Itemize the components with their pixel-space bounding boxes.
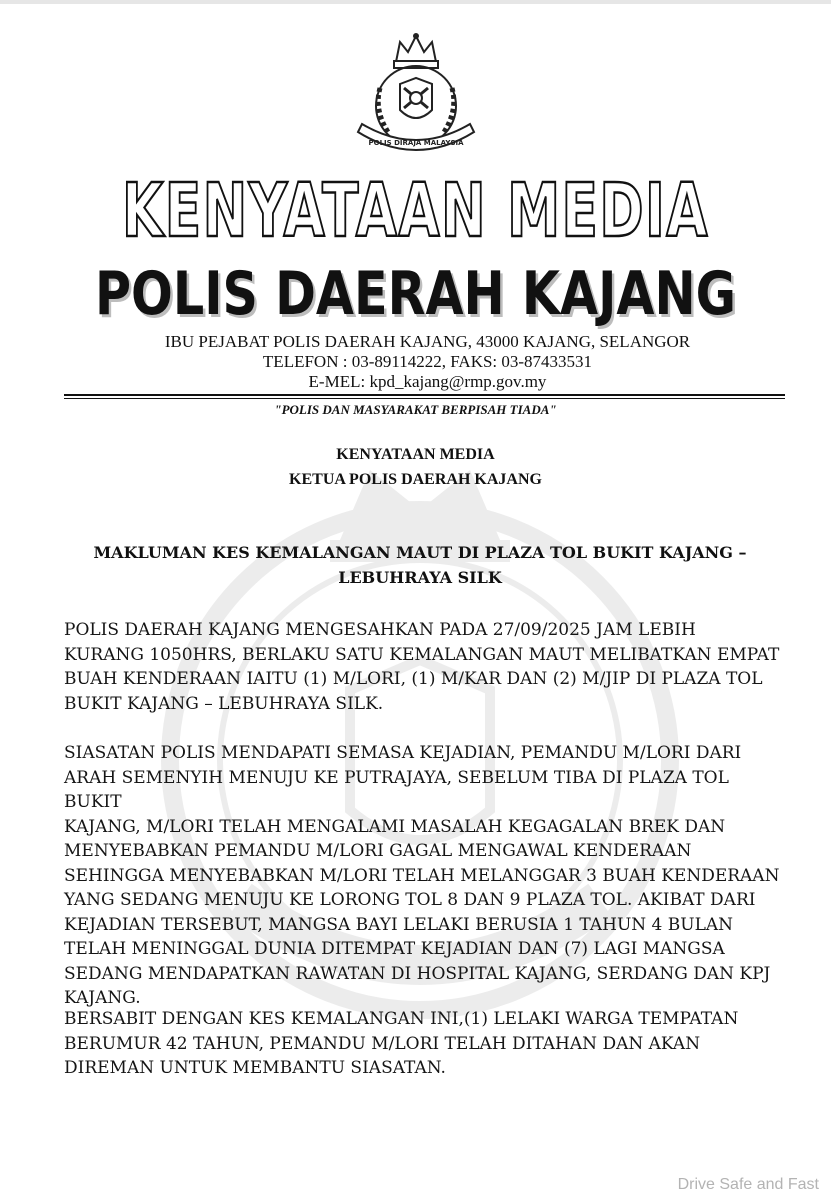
watermark-credit: Drive Safe and Fast bbox=[677, 1176, 819, 1193]
document-title: KENYATAAN MEDIA bbox=[122, 168, 709, 254]
address-line: IBU PEJABAT POLIS DAERAH KAJANG, 43000 KAJANG, SELANGOR bbox=[164, 332, 691, 351]
organization-name: POLIS DAERAH KAJANG bbox=[94, 259, 737, 329]
body-paragraph-3: BERSABIT DENGAN KES KEMALANGAN INI,(1) LELAKI WARGA TEMPATAN BERUMUR 42 TAHUN, PEMANDU M/LORI TELAH DITAHAN DAN AKAN DIREMAN UNTUK MEMBANTU SIASATAN. bbox=[64, 1009, 739, 1078]
email-line: E-MEL: kpd_kajang@rmp.gov.my bbox=[308, 372, 547, 391]
phone-line: TELEFON : 03-89114222, FAKS: 03-87433531 bbox=[262, 352, 593, 371]
top-border bbox=[0, 0, 831, 4]
divider-thin bbox=[64, 398, 785, 399]
motto: "POLIS DAN MASYARAKAT BERPISAH TIADA" bbox=[274, 402, 557, 417]
body-paragraph-2: SIASATAN POLIS MENDAPATI SEMASA KEJADIAN, PEMANDU M/LORI DARI ARAH SEMENYIH MENUJU KE PUTRAJAYA, SEBELUM TIBA DI PLAZA TOL BUKIT KAJANG, M/LORI TELAH MENGALAMI MASALAH KEGAGALAN BREK DAN MENYEBABKAN PEMANDU M/LORI GAGAL MENGAWAL KENDERAAN SEHINGGA MENYEBABKAN M/LORI TELAH MELANGGAR 3 BUAH KENDERAAN YANG SEDANG MENUJU KE LORONG TOL 8 DAN 9 PLAZA TOL. AKIBAT DARI KEJADIAN TERSEBUT, MANGSA BAYI LELAKI BERUSIA 1 TAHUN 4 BULAN TELAH MENINGGAL DUNIA DITEMPAT KEJADIAN DAN (7) LAGI MANGSA SEDANG MENDAPATKAN RAWATAN DI HOSPITAL KAJANG, SERDANG DAN KPJ KAJANG. bbox=[64, 743, 780, 1008]
logo-ribbon-text: POLIS DIRAJA MALAYSIA bbox=[368, 139, 464, 147]
royal-malaysia-police-crest-icon bbox=[348, 28, 484, 158]
divider-thick bbox=[64, 394, 785, 396]
statement-issuer: KETUA POLIS DAERAH KAJANG bbox=[289, 471, 542, 488]
body-paragraph-1: POLIS DAERAH KAJANG MENGESAHKAN PADA 27/09/2025 JAM LEBIH KURANG 1050HRS, BERLAKU SATU KEMALANGAN MAUT MELIBATKAN EMPAT BUAH KENDERAAN IAITU (1) M/LORI, (1) M/KAR DAN (2) M/JIP DI PLAZA TOL BUKIT KAJANG – LEBUHRAYA SILK. bbox=[64, 620, 780, 714]
statement-heading: KENYATAAN MEDIA bbox=[336, 446, 495, 463]
case-title: MAKLUMAN KES KEMALANGAN MAUT DI PLAZA TOL BUKIT KAJANG – LEBUHRAYA SILK bbox=[93, 543, 747, 587]
